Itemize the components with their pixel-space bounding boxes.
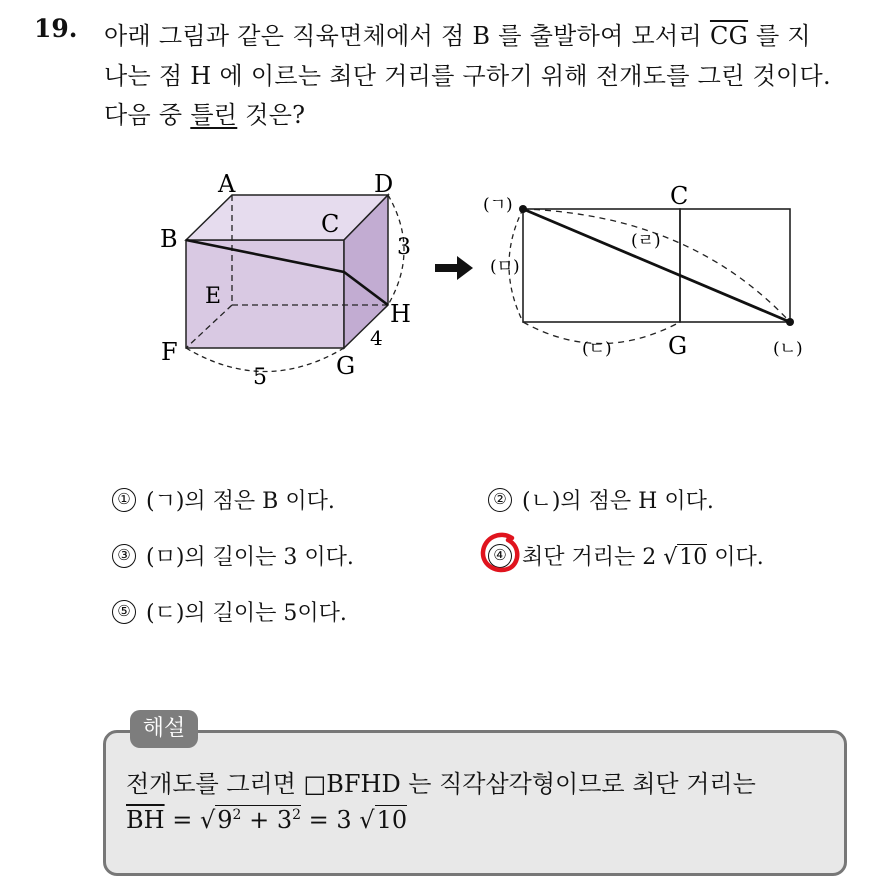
net-label-digeut: (ㄷ) <box>582 339 612 359</box>
net-label-mieum: (ㅁ) <box>490 257 520 277</box>
point-top-left <box>519 205 527 213</box>
net-label-nieun: (ㄴ) <box>773 339 803 359</box>
choice-2[interactable] <box>488 484 714 515</box>
radical-sign-2: √ <box>359 806 375 834</box>
choice-3-number: ③ <box>112 544 136 568</box>
choice-5-text: (ㄷ)의 길이는 5이다. <box>146 601 347 626</box>
net-label-G: G <box>668 332 688 360</box>
choice-2-number: ② <box>488 488 512 512</box>
label-F: F <box>161 338 178 366</box>
edge-cg: $\overline{CG}$ <box>709 22 749 50</box>
choice-3[interactable] <box>112 540 354 571</box>
question-line-1 <box>104 16 811 51</box>
choice-1-text: (ㄱ)의 점은 B 이다. <box>146 489 335 514</box>
choice-1[interactable] <box>112 484 335 515</box>
rad-plus: + <box>241 806 277 834</box>
solution-eq1: = <box>164 806 200 834</box>
question-line-3 <box>104 95 305 130</box>
exp-b: 2 <box>292 807 302 823</box>
choice-4-radicand: 10 <box>679 545 708 570</box>
label-E: E <box>205 284 222 309</box>
choice-5[interactable] <box>112 596 347 627</box>
label-A: A <box>218 170 236 198</box>
solution-line-1: 전개도를 그리면 □BFHD 는 직각삼각형이므로 최단 거리는 <box>126 770 756 798</box>
question-line-2: 나는 점 H 에 이르는 최단 거리를 구하기 위해 전개도를 그린 것이다. <box>104 62 831 90</box>
dim-3: 3 <box>397 235 411 260</box>
choice-4[interactable] <box>488 540 764 571</box>
label-H: H <box>390 300 411 328</box>
answer-mark-circle <box>478 530 524 576</box>
net-rect-right <box>680 209 790 322</box>
point-bottom-right <box>786 318 794 326</box>
choice-2-text: (ㄴ)의 점은 H 이다. <box>522 489 714 514</box>
right-arrow-icon <box>435 256 475 280</box>
radical-sign-1: √ <box>199 806 216 834</box>
radical-sign: √ <box>663 545 678 570</box>
net-label-rieul: (ㄹ) <box>631 231 661 251</box>
solution-result-radicand: 10 <box>376 806 408 834</box>
solution-box <box>103 730 847 876</box>
q3-post: 것은? <box>237 101 306 129</box>
choice-1-number: ① <box>112 488 136 512</box>
rad-b: 3 <box>276 806 293 834</box>
question-number: 19. <box>34 14 78 43</box>
solution-eq2: = 3 <box>301 806 360 834</box>
dim-5: 5 <box>253 365 267 390</box>
label-B: B <box>160 225 178 253</box>
label-D: D <box>374 170 394 198</box>
q1-post: 를 지 <box>748 22 811 50</box>
solution-badge: 해설 <box>130 710 198 748</box>
prism-figure <box>150 160 440 400</box>
net-label-C: C <box>670 182 689 210</box>
q3-pre: 다음 중 <box>104 101 191 129</box>
choice-4-number: ④ <box>488 544 512 568</box>
exp-a: 2 <box>232 807 242 823</box>
solution-radicand-expr <box>215 805 301 834</box>
label-G: G <box>336 352 356 380</box>
solution-seg-bh: $\overline{BH}$ <box>126 806 165 834</box>
wrong-underlined: 틀린 <box>190 101 238 129</box>
net-label-giyeok: (ㄱ) <box>483 195 513 215</box>
dim-4: 4 <box>370 326 383 350</box>
label-C: C <box>321 210 340 238</box>
choice-4-text-pre: 최단 거리는 2 <box>522 545 664 570</box>
rad-a: 9 <box>217 806 233 834</box>
choice-5-number: ⑤ <box>112 600 136 624</box>
q1-pre: 아래 그림과 같은 직육면체에서 점 B 를 출발하여 모서리 <box>104 22 710 50</box>
shortest-path-net <box>523 209 790 322</box>
choice-3-text: (ㅁ)의 길이는 3 이다. <box>146 545 354 570</box>
net-figure <box>478 175 814 365</box>
choice-4-text-post: 이다. <box>707 545 764 570</box>
solution-line-2 <box>126 806 407 834</box>
